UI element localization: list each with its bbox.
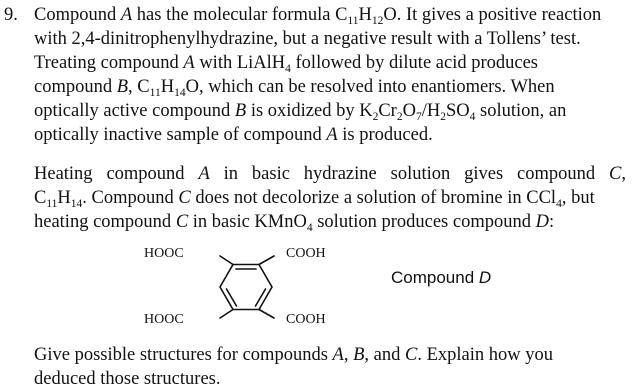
carboxyl-group-top-right: COOH [286, 246, 326, 261]
paragraph-line: optically inactive sample of compound A is produced. [34, 125, 433, 145]
carboxyl-group-bottom-left: HOOC [144, 312, 184, 327]
paragraph-line: compound B, $C_{11}H_{14}O$, which can be resolved into enantiomers. When [34, 77, 555, 99]
carboxyl-group-bottom-right: COOH [286, 312, 326, 327]
substituent-bond [259, 256, 274, 265]
paragraph-line: $C_{11}H_{14}$. Compound C does not decolorize a solution of bromine in CCl$_4$, but [34, 188, 595, 210]
paragraph-line: optically active compound B is oxidized by $K_2Cr_2O_7/H_2SO_4$ solution, an [34, 101, 567, 123]
question-number: 9. [4, 5, 18, 25]
compound-d-structure [138, 238, 358, 338]
paragraph-line: Compound A has the molecular formula $C_{11}H_{12}O$. It gives a positive reaction [34, 5, 602, 27]
substituent-bond [259, 310, 274, 319]
paragraph-line: heating compound C in basic KMnO$_4$ solution produces compound D: [34, 212, 555, 234]
paragraph-line: Treating compound A with LiAlH$_4$ followed by dilute acid produces [34, 53, 539, 75]
benzene-ring [220, 265, 272, 310]
compound-d-label: Compound D [391, 268, 492, 287]
carboxyl-group-top-left: HOOC [144, 246, 184, 261]
question-paragraph-1 [34, 3, 626, 147]
double-bond-line [227, 289, 237, 306]
substituent-bond [220, 310, 233, 319]
paragraph-line: with 2,4-dinitrophenylhydrazine, but a negative result with a Tollens’ test. [34, 29, 581, 49]
question-paragraph-2 [34, 162, 626, 234]
double-bond-line [256, 289, 266, 306]
paragraph-line: deduced those structures. [34, 369, 221, 389]
paragraph-line: Heating compound A in basic hydrazine solution gives compound C, [34, 164, 626, 184]
paragraph-line: Give possible structures for compounds A, B, and C. Explain how you [34, 345, 553, 365]
substituent-bond [220, 256, 233, 265]
question-paragraph-3 [34, 343, 626, 391]
